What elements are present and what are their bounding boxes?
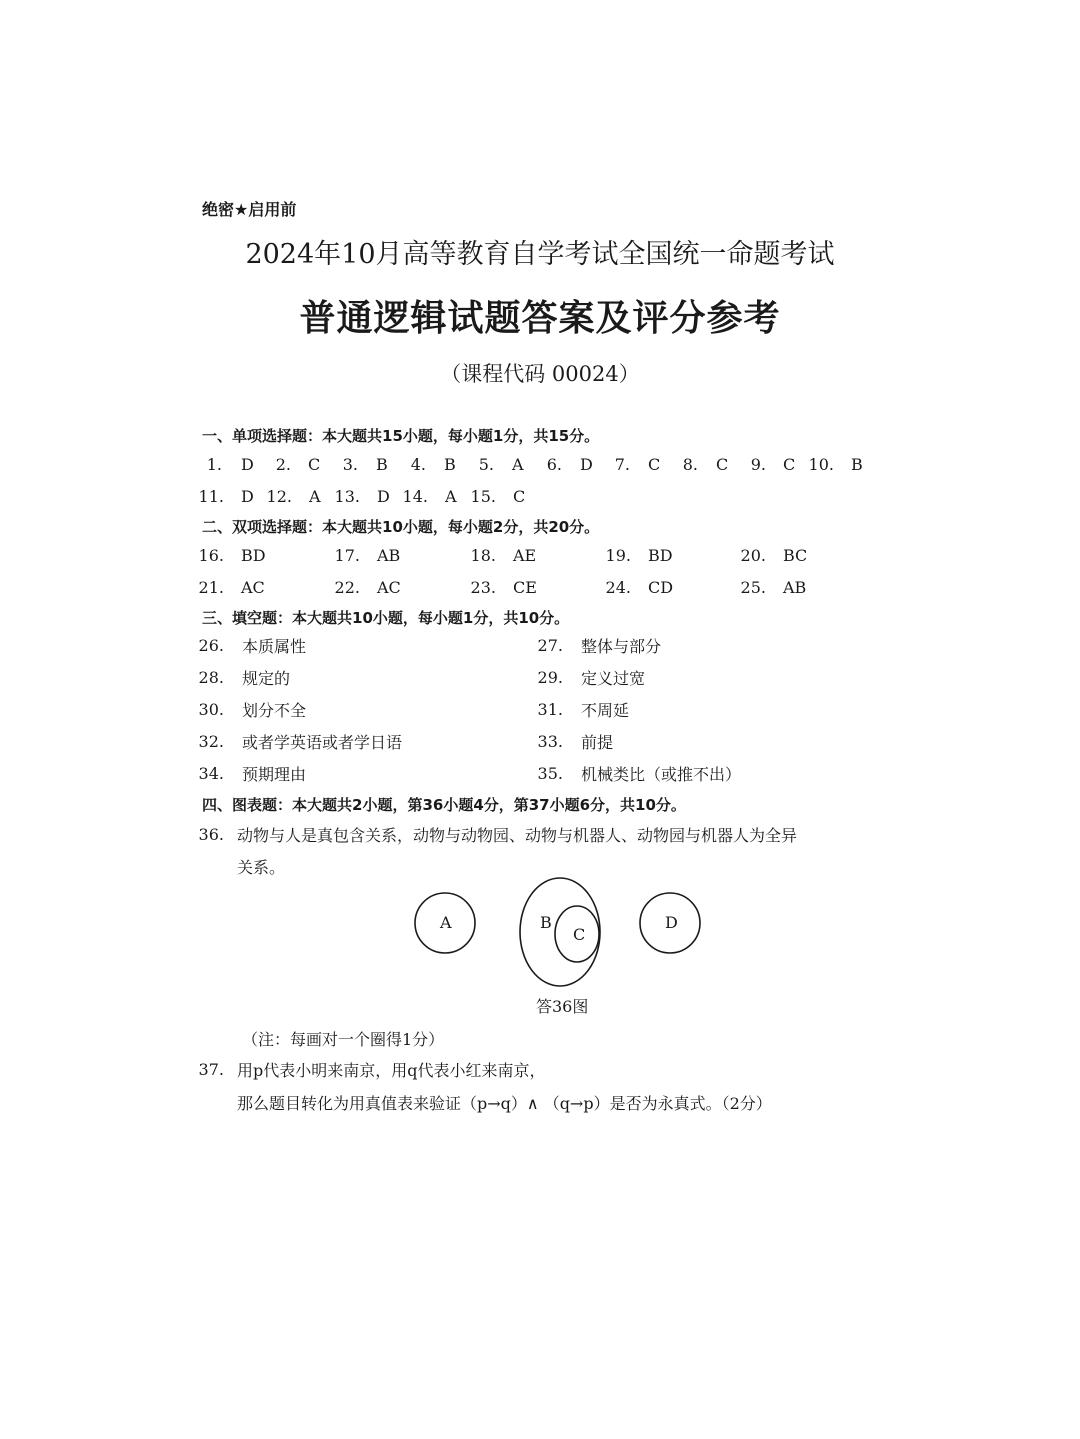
q10-answer: B xyxy=(851,455,863,474)
q32-number: 32. xyxy=(198,732,224,751)
q33-number: 33. xyxy=(537,732,563,751)
q36-scoring-note: （注：每画对一个圈得1分） xyxy=(242,1030,445,1049)
label-b: B xyxy=(540,913,552,932)
secret-mark: 绝密★启用前 xyxy=(202,200,297,219)
section3-heading: 三、填空题：本大题共10小题，每小题1分，共10分。 xyxy=(202,609,570,627)
label-d: D xyxy=(665,913,678,932)
q37-text-line1: 用p代表小明来南京，用q代表小红来南京， xyxy=(237,1061,546,1080)
q12-number: 12. xyxy=(266,487,292,506)
q21-answer: AC xyxy=(241,578,265,597)
q31-answer: 不周延 xyxy=(581,701,630,720)
q28-answer: 规定的 xyxy=(242,669,291,688)
q7-answer: C xyxy=(648,455,661,474)
q2-answer: C xyxy=(308,455,321,474)
q14-number: 14. xyxy=(402,487,428,506)
q28-number: 28. xyxy=(198,668,224,687)
q35-answer: 机械类比（或推不出） xyxy=(581,765,742,784)
q36-text-line1: 动物与人是真包含关系，动物与动物园、动物与机器人、动物园与机器人为全异 xyxy=(237,826,798,845)
venn-diagram xyxy=(400,876,720,1018)
q2-number: 2. xyxy=(275,455,291,474)
q22-answer: AC xyxy=(377,578,401,597)
q6-answer: D xyxy=(580,455,593,474)
q14-answer: A xyxy=(445,487,457,506)
q17-number: 17. xyxy=(334,546,360,565)
q25-answer: AB xyxy=(783,578,807,597)
q6-number: 6. xyxy=(546,455,562,474)
q11-number: 11. xyxy=(198,487,224,506)
q8-answer: C xyxy=(716,455,729,474)
q4-answer: B xyxy=(444,455,456,474)
section4-heading: 四、图表题：本大题共2小题，第36小题4分，第37小题6分，共10分。 xyxy=(202,796,686,814)
q5-number: 5. xyxy=(478,455,494,474)
q23-answer: CE xyxy=(513,578,537,597)
q23-number: 23. xyxy=(470,578,496,597)
q30-number: 30. xyxy=(198,700,224,719)
q17-answer: AB xyxy=(377,546,401,565)
exam-title: 2024年10月高等教育自学考试全国统一命题考试 xyxy=(245,239,835,270)
q22-number: 22. xyxy=(334,578,360,597)
q27-answer: 整体与部分 xyxy=(581,637,662,656)
q34-answer: 预期理由 xyxy=(242,765,307,784)
q31-number: 31. xyxy=(537,700,563,719)
q3-answer: B xyxy=(376,455,388,474)
q26-number: 26. xyxy=(198,636,224,655)
q5-answer: A xyxy=(512,455,524,474)
q4-number: 4. xyxy=(410,455,426,474)
q18-number: 18. xyxy=(470,546,496,565)
q35-number: 35. xyxy=(537,764,563,783)
q7-number: 7. xyxy=(614,455,630,474)
label-c: C xyxy=(573,925,586,944)
q32-answer: 或者学英语或者学日语 xyxy=(242,733,403,752)
course-code: （课程代码 00024） xyxy=(440,362,640,386)
q29-answer: 定义过宽 xyxy=(581,669,646,688)
q12-answer: A xyxy=(309,487,321,506)
q15-number: 15. xyxy=(470,487,496,506)
q13-answer: D xyxy=(377,487,390,506)
q24-number: 24. xyxy=(605,578,631,597)
q8-number: 8. xyxy=(682,455,698,474)
q37-text-line2: 那么题目转化为用真值表来验证（p→q）∧ （q→p）是否为永真式。（2分） xyxy=(237,1094,772,1113)
q18-answer: AE xyxy=(513,546,537,565)
q9-number: 9. xyxy=(750,455,766,474)
q36-number: 36. xyxy=(198,825,224,844)
label-a: A xyxy=(440,913,452,932)
section1-heading: 一、单项选择题：本大题共15小题，每小题1分，共15分。 xyxy=(202,427,600,445)
section2-heading: 二、双项选择题：本大题共10小题，每小题2分，共20分。 xyxy=(202,518,600,536)
q19-number: 19. xyxy=(605,546,631,565)
paper-title: 普通逻辑试题答案及评分参考 xyxy=(299,297,781,339)
q21-number: 21. xyxy=(198,578,224,597)
q34-number: 34. xyxy=(198,764,224,783)
q26-answer: 本质属性 xyxy=(242,637,307,656)
q10-number: 10. xyxy=(808,455,834,474)
q30-answer: 划分不全 xyxy=(242,701,307,720)
diagram-caption: 答36图 xyxy=(536,997,589,1016)
q20-number: 20. xyxy=(740,546,766,565)
q16-number: 16. xyxy=(198,546,224,565)
q36-text-line2: 关系。 xyxy=(237,858,286,877)
q3-number: 3. xyxy=(342,455,358,474)
q33-answer: 前提 xyxy=(581,733,614,752)
q25-number: 25. xyxy=(740,578,766,597)
q27-number: 27. xyxy=(537,636,563,655)
q1-number: 1. xyxy=(206,455,222,474)
q37-number: 37. xyxy=(198,1060,224,1079)
q20-answer: BC xyxy=(783,546,808,565)
q29-number: 29. xyxy=(537,668,563,687)
q24-answer: CD xyxy=(648,578,674,597)
q16-answer: BD xyxy=(241,546,266,565)
q19-answer: BD xyxy=(648,546,673,565)
q13-number: 13. xyxy=(334,487,360,506)
q15-answer: C xyxy=(513,487,526,506)
q9-answer: C xyxy=(783,455,796,474)
q1-answer: D xyxy=(241,455,254,474)
ellipse-b xyxy=(520,878,600,986)
q11-answer: D xyxy=(241,487,254,506)
